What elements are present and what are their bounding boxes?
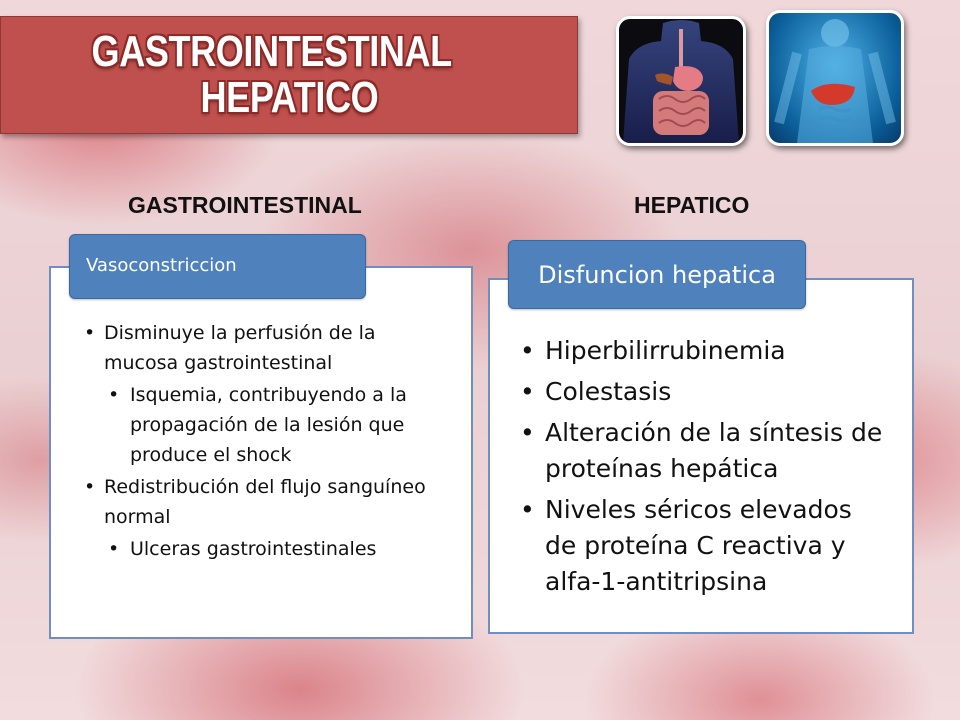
list-item: • Redistribución del flujo sanguíneo normal	[84, 476, 426, 528]
list-item-text: Alteración de la síntesis de proteínas hepática	[545, 418, 883, 483]
title-banner	[0, 16, 578, 134]
vasoconstriccion-tab: Vasoconstriccion	[69, 234, 366, 299]
digestive-system-icon	[616, 16, 746, 146]
liver-icon	[766, 10, 904, 146]
list-item-text: Ulceras gastrointestinales	[130, 538, 377, 560]
heading-hepatico: HEPATICO	[634, 192, 750, 218]
list-item: • Isquemia, contribuyendo a la propagación de la lesión que produce el shock	[108, 384, 407, 466]
hepatico-list	[520, 333, 890, 605]
title-line-2: HEPATICO	[200, 73, 378, 122]
list-item-text: Disminuye la perfusión de la mucosa gastrointestinal	[104, 322, 376, 374]
list-item: • Ulceras gastrointestinales	[108, 538, 377, 560]
list-item-text: Isquemia, contribuyendo a la propagación de la lesión que produce el shock	[130, 384, 407, 466]
title-line-1: GASTROINTESTINAL	[91, 27, 453, 76]
heading-gastrointestinal: GASTROINTESTINAL	[128, 192, 362, 218]
list-item: • Disminuye la perfusión de la mucosa gastrointestinal	[84, 322, 376, 374]
list-item-text: Niveles séricos elevados de proteína C reactiva y alfa-1-antitripsina	[545, 495, 852, 596]
list-item: • Alteración de la síntesis de proteínas hepática	[520, 418, 883, 483]
disfuncion-hepatica-tab: Disfuncion hepatica	[508, 240, 806, 309]
list-item-text: Redistribución del flujo sanguíneo normal	[104, 476, 426, 528]
list-item-text: Colestasis	[545, 377, 672, 406]
list-item: • Colestasis	[520, 377, 672, 406]
list-item: • Hiperbilirrubinemia	[520, 336, 786, 365]
list-item: • Niveles séricos elevados de proteína C reactiva y alfa-1-antitripsina	[520, 495, 852, 596]
list-item-text: Hiperbilirrubinemia	[545, 336, 786, 365]
gastrointestinal-list	[84, 318, 434, 564]
